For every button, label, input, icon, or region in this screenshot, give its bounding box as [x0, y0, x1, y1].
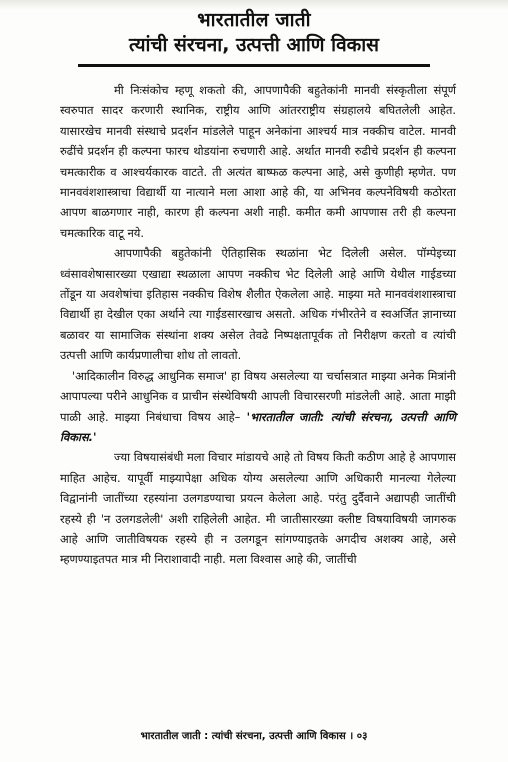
paragraph-2	[60, 243, 456, 365]
paragraph-4	[60, 447, 456, 569]
title-underline	[78, 64, 430, 67]
chapter-subtitle: त्यांची संरचना, उत्पत्ती आणि विकास	[129, 34, 379, 56]
title-block	[0, 8, 508, 58]
paragraph-4-text: ज्या विषयासंबंधी मला विचार मांडायचे आहे तो विषय किती कठीण आहे हे आपणास माहित आहेच. यापूर्वी माझ्यापेक्षा अधिक योग्य असलेल्या आणि अधिकारी मानल्या गेलेल्या विद्वानांनी जातींच्या रहस्यांना उलगडण्याचा प्रयत्न केलेला आहे. परंतु दुर्दैवाने अद्यापही जातींची रहस्ये ही 'न उलगडलेली' अशी राहिलेली आहेत. मी जातीसारख्या क्लीष्ट विषयाविषयी जागरुक आहे आणि जातीविषयक रहस्ये ही न उलगडून सांगण्याइतके अगदीच अशक्य आहे, असे म्हणण्याइतपत मात्र मी निराशावादी नाही. मला विश्वास आहे की, जातींची	[60, 450, 456, 567]
paragraph-3-text: 'आदिकालीन विरुद्ध आधुनिक समाज' हा विषय असलेल्या या चर्चासत्रात माझ्या अनेक मित्रांनी आपापल्या परीने आधुनिक व प्राचीन संस्थेविषयी आपली विचारसरणी मांडलेली आहे. आता माझी पाळी आहे. माझ्या निबंधाचा विषय आहे–	[60, 368, 456, 424]
page-number: ०३	[356, 731, 368, 742]
essay-title-quote: 'भारतातील जाती: त्यांची संरचना, उत्पत्ती आणि विकास.'	[60, 409, 456, 444]
running-title: भारतातील जाती : त्यांची संरचना, उत्पत्ती आणि विकास	[140, 731, 346, 742]
paragraph-3	[60, 366, 456, 448]
paragraph-2-text: आपणापैकी बहुतेकांनी ऐतिहासिक स्थळांना भेट दिलेली असेल. पॉम्पेइच्या ध्वंसावशेषासारख्या एखाद्या स्थळाला आपण नक्कीच भेट दिलेली आहे आणि येथील गाईडच्या तोंडून या अवशेषांचा इतिहास नक्कीच विशेष शैलीत ऐकलेला आहे. माझ्या मते मानववंशशास्त्राचा विद्यार्थी हा देखील एका अर्थाने त्या गाईडसारखाच असतो. अधिक गंभीरतेने व स्वअर्जित ज्ञानाच्या बळावर या सामाजिक संस्थांना शक्य असेल तेवढे निष्पक्षतापूर्वक तो निरीक्षण करतो व त्यांची उत्पत्ती आणि कार्यप्रणालीचा शोध तो लावतो.	[60, 246, 456, 363]
paragraph-1-text: मी निःसंकोच म्हणू शकतो की, आपणापैकी बहुतेकांनी मानवी संस्कृतीला संपूर्ण स्वरुपात सादर करणारी स्थानिक, राष्ट्रीय आणि आंतरराष्ट्रीय संग्रहालये बघितलेली आहेत. यासारखेच मानवी संस्थाचे प्रदर्शन मांडलेले पाहून अनेकांना आश्चर्य मात्र नक्कीच वाटेल. मानवी रुढींचे प्रदर्शन ही कल्पना फारच थोडयांना रुचणारी आहे. अर्थात मानवी रुढीचे प्रदर्शन ही कल्पना चमत्कारीक व आश्चर्यकारक वाटते. ती अत्यंत बाष्फळ कल्पना आहे, असे कुणीही म्हणेत. पण मानववंशशास्त्राचा विद्यार्थी या नात्याने मला आशा आहे की, या अभिनव कल्पनेविषयी कठोरता आपण बाळगणार नाही, कारण ही कल्पना अशी नाही. कमीत कमी आपणास तरी ही कल्पना चमत्कारिक वाटू नये.	[60, 83, 456, 240]
chapter-title: भारतातील जाती	[197, 9, 311, 31]
footer-separator: ।	[349, 731, 354, 742]
paragraph-1	[60, 80, 456, 243]
body-text	[60, 80, 456, 570]
page-footer	[0, 728, 508, 742]
